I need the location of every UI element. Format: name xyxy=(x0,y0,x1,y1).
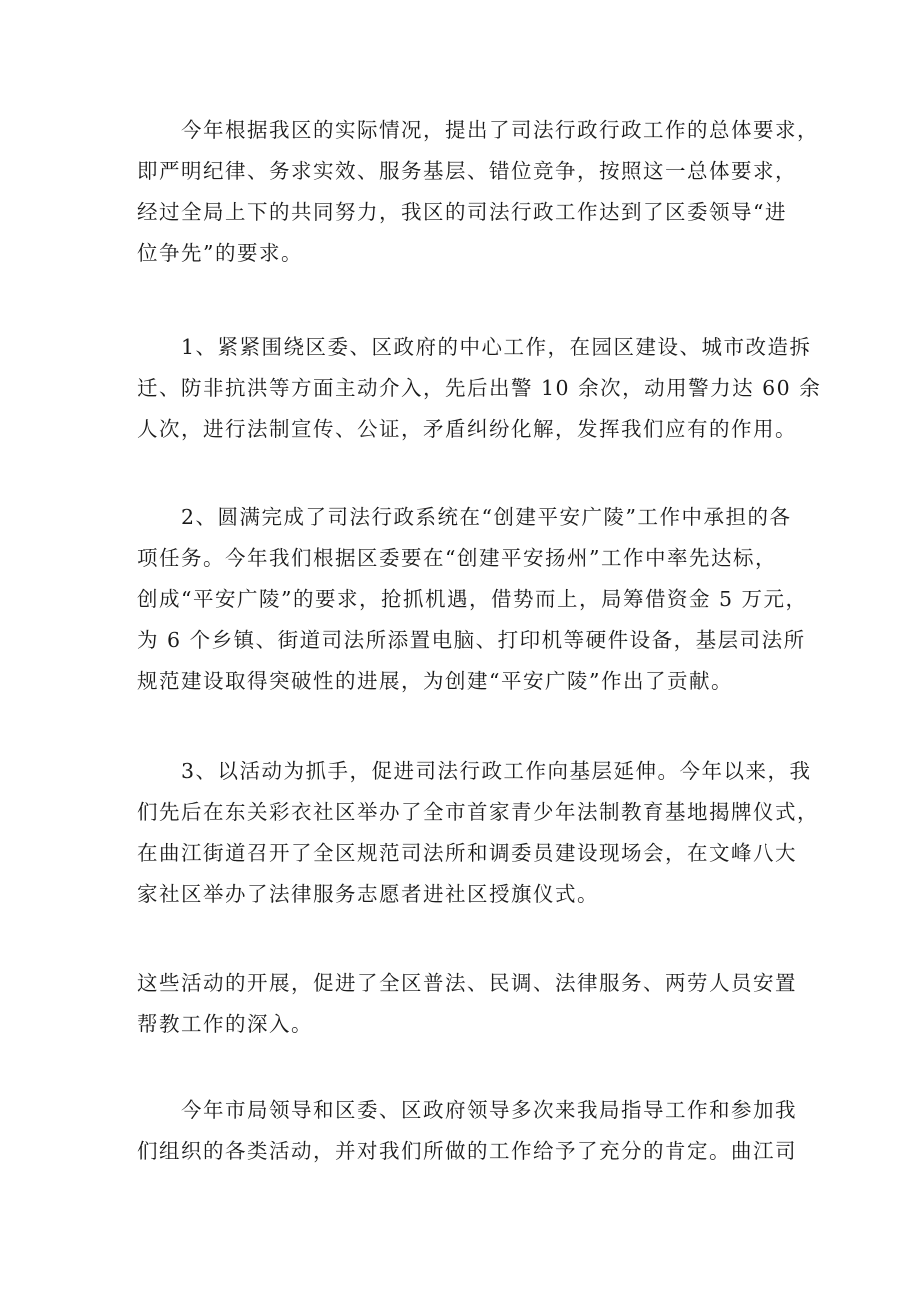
text-line: 帮教工作的深入。 xyxy=(137,1012,313,1036)
text-line: 人次，进行法制宣传、公证，矛盾纠纷化解，发挥我们应有的作用。 xyxy=(137,417,797,441)
paragraph-leadership xyxy=(137,1090,805,1172)
text-line: 们组织的各类活动，并对我们所做的工作给予了充分的肯定。曲江司 xyxy=(137,1139,797,1163)
text-line: 为 6 个乡镇、街道司法所添置电脑、打印机等硬件设备，基层司法所 xyxy=(137,628,806,652)
text-line: 经过全局上下的共同努力，我区的司法行政工作达到了区委领导“进 xyxy=(137,200,787,224)
paragraph-intro xyxy=(137,110,819,274)
text-line: 1、紧紧围绕区委、区政府的中心工作，在园区建设、城市改造拆 xyxy=(137,335,812,359)
paragraph-item-1 xyxy=(137,327,822,450)
text-line: 3、以活动为抓手，促进司法行政工作向基层延伸。今年以来，我 xyxy=(137,759,812,783)
text-line: 规范建设取得突破性的进展，为创建“平安广陵”作出了贡献。 xyxy=(137,669,733,693)
text-line: 即严明纪律、务求实效、服务基层、错位竞争，按照这一总体要求， xyxy=(137,159,797,183)
text-line: 项任务。今年我们根据区委要在“创建平安扬州”工作中率先达标， xyxy=(137,546,777,570)
text-line: 们先后在东关彩衣社区举办了全市首家青少年法制教育基地揭牌仪式， xyxy=(137,800,819,824)
text-line: 家社区举办了法律服务志愿者进社区授旗仪式。 xyxy=(137,882,599,906)
text-line: 迁、防非抗洪等方面主动介入，先后出警 10 余次，动用警力达 60 余 xyxy=(137,376,822,400)
text-line: 位争先”的要求。 xyxy=(137,241,303,265)
text-line: 在曲江街道召开了全区规范司法所和调委员建设现场会，在文峰八大 xyxy=(137,841,797,865)
text-line: 创成“平安广陵”的要求，抢抓机遇，借势而上，局筹借资金 5 万元， xyxy=(137,587,808,611)
text-line: 这些活动的开展，促进了全区普法、民调、法律服务、两劳人员安置 xyxy=(137,971,797,995)
paragraph-item-3 xyxy=(137,751,819,915)
text-line: 2、圆满完成了司法行政系统在“创建平安广陵”工作中承担的各 xyxy=(137,505,792,529)
paragraph-item-2 xyxy=(137,497,808,702)
text-line: 今年市局领导和区委、区政府领导多次来我局指导工作和参加我 xyxy=(137,1098,797,1122)
paragraph-activities-result xyxy=(137,963,805,1045)
text-line: 今年根据我区的实际情况，提出了司法行政行政工作的总体要求， xyxy=(137,118,819,142)
